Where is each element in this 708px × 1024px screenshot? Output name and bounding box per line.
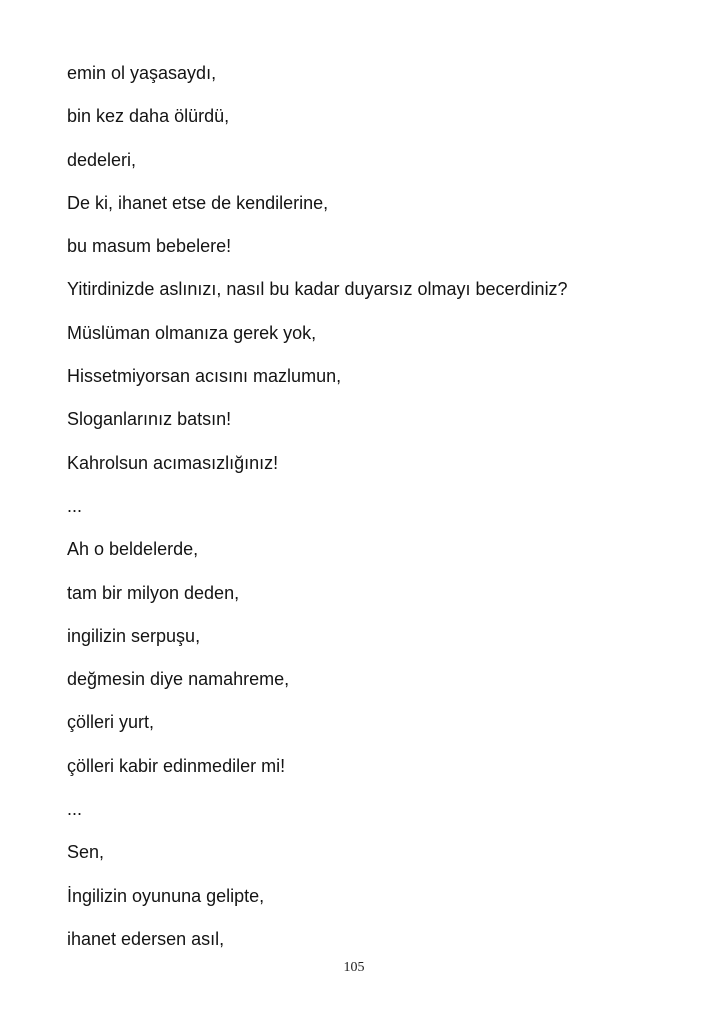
poem-line: çölleri kabir edinmediler mi! (67, 755, 286, 776)
poem-line: çölleri yurt, (67, 712, 155, 733)
poem-line: ingilizin serpuşu, (67, 625, 201, 646)
poem-line: dedeleri, (67, 149, 137, 170)
poem-line: ... (67, 495, 83, 516)
poem-text (67, 58, 667, 967)
poem-line: değmesin diye namahreme, (67, 669, 290, 690)
poem-line: ihanet edersen asıl, (67, 928, 225, 949)
page-number: 105 (343, 960, 365, 975)
poem-line: ... (67, 799, 83, 820)
poem-line: bu masum bebelere! (67, 236, 232, 257)
poem-line: Sen, (67, 842, 105, 863)
poem-line: tam bir milyon deden, (67, 582, 240, 603)
poem-line: Sloganlarınız batsın! (67, 409, 232, 430)
poem-line: İngilizin oyununa gelipte, (67, 885, 265, 906)
poem-line: bin kez daha ölürdü, (67, 106, 230, 127)
poem-line: Yitirdinizde aslınızı, nasıl bu kadar duyarsız olmayı becerdiniz? (67, 279, 568, 300)
poem-line: emin ol yaşasaydı, (67, 63, 217, 83)
poem-line: Hissetmiyorsan acısını mazlumun, (67, 366, 342, 387)
poem-line: Ah o beldelerde, (67, 539, 199, 560)
poem-line: De ki, ihanet etse de kendilerine, (67, 192, 329, 213)
poem-line: Kahrolsun acımasızlığınız! (67, 452, 279, 473)
poem-line: Müslüman olmanıza gerek yok, (67, 322, 317, 343)
